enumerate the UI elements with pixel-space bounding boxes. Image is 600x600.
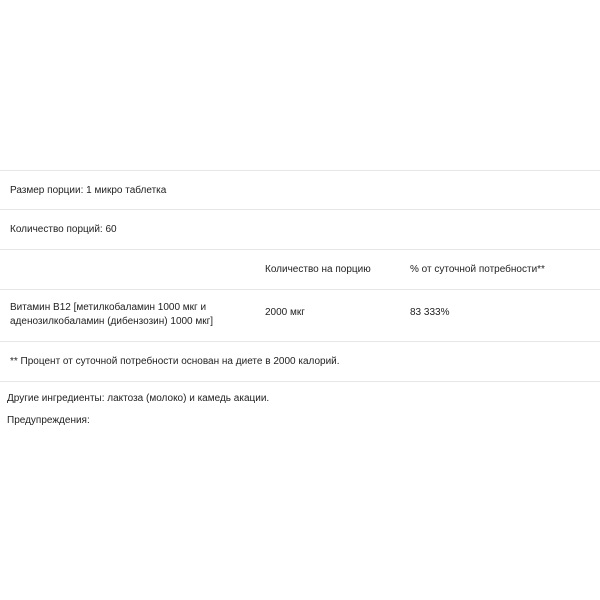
serving-size-text: Размер порции: 1 микро таблетка	[10, 185, 167, 196]
serving-size-row	[0, 170, 600, 210]
footnote-row	[0, 342, 600, 382]
daily-value-footnote: ** Процент от суточной потребности основан на диете в 2000 калорий.	[10, 356, 340, 367]
nutrient-name-line-2: аденозилкобаламин (дибензозин) 1000 мкг]	[10, 316, 214, 327]
servings-per-container-text: Количество порций: 60	[10, 224, 117, 235]
servings-per-container-row	[0, 210, 600, 250]
nutrient-name-line-1: Витамин B12 [метилкобаламин 1000 мкг и	[10, 302, 207, 313]
warnings-label: Предупреждения:	[7, 415, 90, 426]
nutrient-name	[10, 301, 250, 329]
daily-value-header: % от суточной потребности**	[410, 264, 545, 275]
table-row	[0, 290, 600, 342]
table-header-row	[0, 250, 600, 290]
supplement-facts-table	[0, 170, 600, 382]
amount-per-serving-header: Количество на порцию	[265, 264, 371, 275]
other-ingredients-text: Другие ингредиенты: лактоза (молоко) и камедь акации.	[7, 393, 270, 404]
nutrient-daily-value: 83 333%	[410, 307, 450, 318]
nutrient-amount: 2000 мкг	[265, 307, 305, 318]
